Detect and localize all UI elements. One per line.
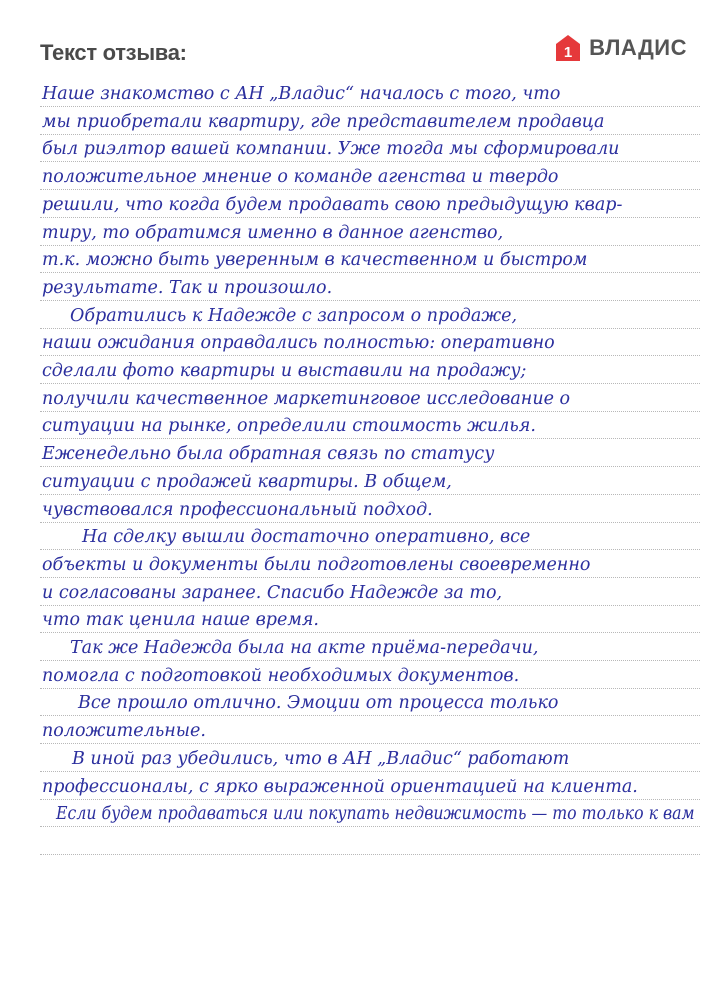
- house-logo-icon: [555, 34, 581, 62]
- review-line: получили качественное маркетинговое исследование о: [42, 388, 571, 409]
- review-line: положительные.: [42, 721, 206, 742]
- review-line: Так же Надежда была на акте приёма-передачи,: [70, 638, 539, 658]
- review-line: помогла с подготовкой необходимых документов.: [42, 665, 520, 686]
- ruled-line: [40, 466, 700, 467]
- ruled-line: [40, 771, 700, 772]
- review-line: ситуации на рынке, определили стоимость жилья.: [42, 416, 536, 437]
- review-line: мы приобретали квартиру, где представителем продавца: [42, 111, 605, 132]
- svg-text:1: 1: [563, 44, 573, 61]
- review-line: объекты и документы были подготовлены своевременно: [42, 554, 591, 575]
- ruled-line: [40, 217, 700, 218]
- review-line: На сделку вышли достаточно оперативно, все: [82, 527, 531, 548]
- review-line: профессионалы, с ярко выраженной ориентацией на клиента.: [42, 776, 638, 797]
- review-line: т.к. можно быть уверенным в качественном и быстром: [42, 250, 588, 271]
- ruled-line: [40, 522, 700, 523]
- review-line: Еженедельно была обратная связь по статусу: [42, 444, 495, 465]
- ruled-line: [40, 826, 700, 827]
- ruled-line: [40, 328, 700, 329]
- handwritten-review: [40, 82, 700, 852]
- ruled-line: [40, 383, 700, 384]
- review-line: результате. Так и произошло.: [42, 277, 333, 298]
- review-line: Если будем продаваться или покупать недвижимость — то только к вам: [56, 804, 695, 825]
- ruled-line: [40, 189, 700, 190]
- ruled-line: [40, 300, 700, 301]
- review-line: Все прошло отлично. Эмоции от процесса только: [78, 693, 559, 714]
- review-line: положительное мнение о команде агенства и твердо: [42, 167, 559, 188]
- brand-logo: [555, 34, 687, 62]
- ruled-line: [40, 854, 700, 855]
- ruled-line: [40, 632, 700, 633]
- ruled-line: [40, 743, 700, 744]
- review-line: и согласованы заранее. Спасибо Надежде за то,: [42, 582, 503, 603]
- review-line: В иной раз убедились, что в АН „Владис“ работают: [72, 748, 570, 769]
- review-line: чувствовался профессиональный подход.: [42, 499, 433, 520]
- ruled-line: [40, 605, 700, 606]
- ruled-line: [40, 494, 700, 495]
- ruled-line: [40, 715, 700, 716]
- ruled-line: [40, 411, 700, 412]
- review-line: был риэлтор вашей компании. Уже тогда мы сформировали: [42, 139, 620, 160]
- review-line: тиру, то обратимся именно в данное агенство,: [42, 222, 504, 243]
- ruled-line: [40, 549, 700, 550]
- ruled-line: [40, 660, 700, 661]
- review-line: что так ценила наше время.: [42, 610, 319, 631]
- review-line: Обратились к Надежде с запросом о продаже,: [70, 305, 518, 326]
- page-title: Текст отзыва:: [40, 40, 187, 65]
- review-line: сделали фото квартиры и выставили на продажу;: [42, 361, 527, 381]
- ruled-line: [40, 355, 700, 356]
- ruled-line: [40, 161, 700, 162]
- ruled-line: [40, 134, 700, 135]
- ruled-line: [40, 272, 700, 273]
- ruled-line: [40, 799, 700, 800]
- ruled-line: [40, 438, 700, 439]
- review-line: ситуации с продажей квартиры. В общем,: [42, 471, 452, 492]
- ruled-line: [40, 577, 700, 578]
- review-line: решили, что когда будем продавать свою предыдущую квар-: [42, 194, 623, 215]
- review-line: Наше знакомство с АН „Владис“ началось с того, что: [42, 84, 561, 104]
- review-line: наши ожидания оправдались полностью: оперативно: [42, 333, 555, 354]
- ruled-line: [40, 106, 700, 107]
- ruled-line: [40, 245, 700, 246]
- brand-name: ВЛАДИС: [589, 35, 687, 60]
- ruled-line: [40, 688, 700, 689]
